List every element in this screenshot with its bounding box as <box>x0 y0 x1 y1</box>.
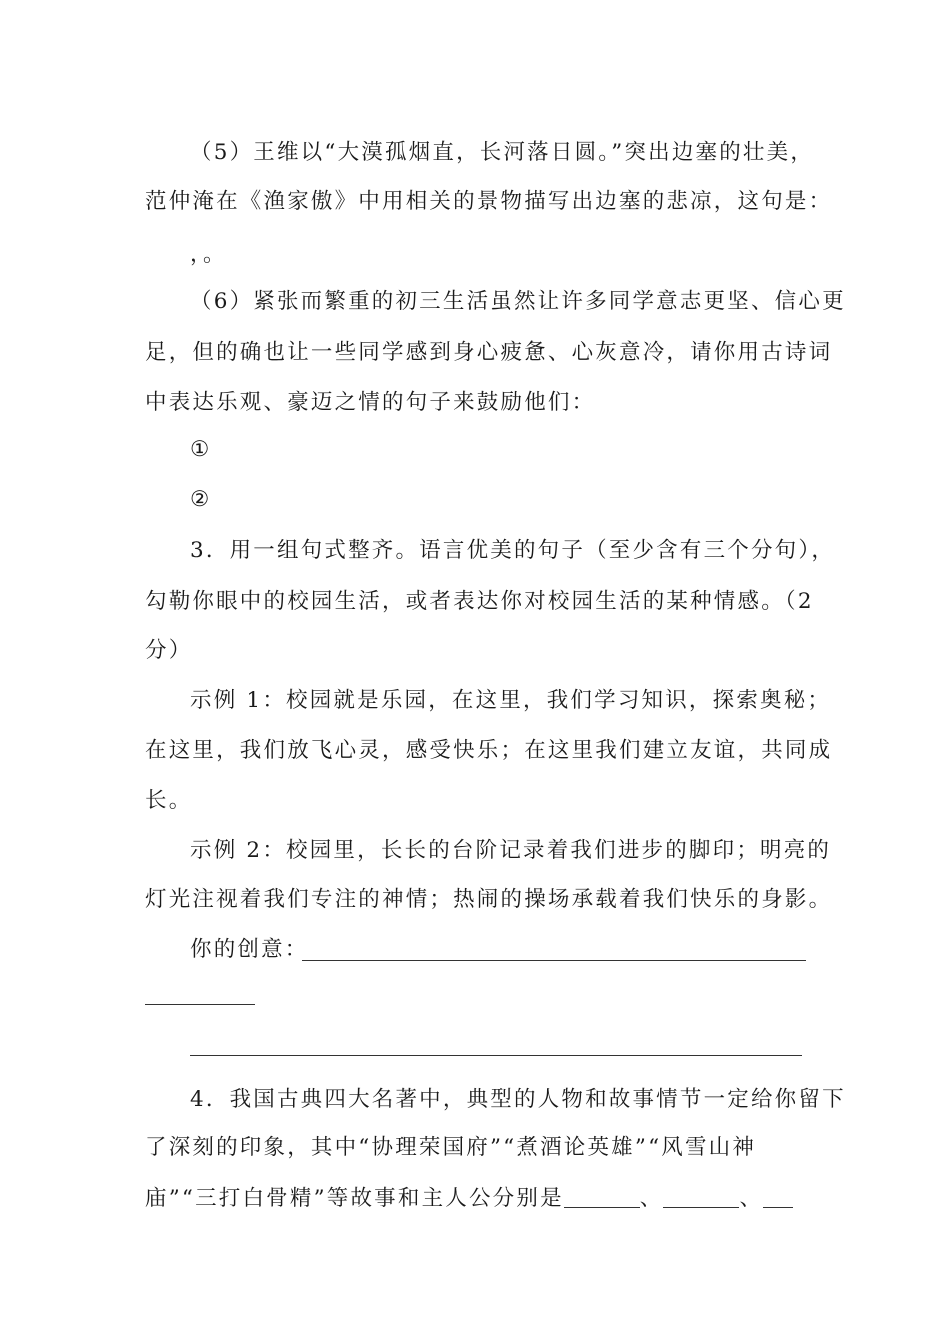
q3-answer-blank-3[interactable] <box>190 1055 802 1056</box>
q2-p5-answer: ，。 <box>190 242 227 267</box>
q2-p6-line2: 足，但的确也让一些同学感到身心疲惫、心灰意冷，请你用古诗词 <box>145 340 833 365</box>
q4-answer-blank-1[interactable] <box>564 1187 640 1208</box>
q2-p6-item1: ① <box>190 437 212 462</box>
q4-line2: 了深刻的印象，其中“协理荣国府”“煮酒论英雄”“风雪山神 <box>145 1135 757 1160</box>
q4-answer-blank-3[interactable] <box>763 1187 793 1208</box>
q3-example1-line2: 在这里，我们放飞心灵，感受快乐；在这里我们建立友谊，共同成 <box>145 738 833 763</box>
q4-answer-blank-2[interactable] <box>663 1187 739 1208</box>
q3-line2: 勾勒你眼中的校园生活，或者表达你对校园生活的某种情感。（2 <box>145 589 814 614</box>
q3-example1-line1: 示例 1：校园就是乐园，在这里，我们学习知识，探索奥秘； <box>190 688 832 713</box>
q2-p6-line1: （6）紧张而繁重的初三生活虽然让许多同学意志更坚、信心更 <box>190 289 846 314</box>
q3-line3: 分） <box>145 638 193 663</box>
q3-example2-line2: 灯光注视着我们专注的神情；热闹的操场承载着我们快乐的身影。 <box>145 887 833 912</box>
q2-p5-line1: （5）王维以“大漠孤烟直，长河落日圆。”突出边塞的壮美， <box>190 140 815 165</box>
q3-example2-line1: 示例 2：校园里，长长的台阶记录着我们进步的脚印；明亮的 <box>190 838 832 863</box>
q3-line1: 3．用一组句式整齐。语言优美的句子（至少含有三个分句）， <box>190 538 836 563</box>
q3-answer-blank-1[interactable] <box>302 960 806 961</box>
q4-line3 <box>145 1184 793 1214</box>
q2-p5-line2: 范仲淹在《渔家傲》中用相关的景物描写出边塞的悲凉，这句是： <box>145 189 833 214</box>
q3-creative-label: 你的创意： <box>190 937 309 962</box>
q4-line1: 4．我国古典四大名著中，典型的人物和故事情节一定给你留下 <box>190 1087 846 1112</box>
q2-p6-line3: 中表达乐观、豪迈之情的句子来鼓励他们： <box>145 390 596 415</box>
q2-p6-item2: ② <box>190 487 212 512</box>
q4-separator-2: 、 <box>739 1186 764 1211</box>
q4-line3-text: 庙”“三打白骨精”等故事和主人公分别是 <box>145 1186 564 1211</box>
q3-example1-line3: 长。 <box>145 788 193 813</box>
q4-separator-1: 、 <box>639 1186 664 1211</box>
q3-answer-blank-2[interactable] <box>145 1004 255 1005</box>
